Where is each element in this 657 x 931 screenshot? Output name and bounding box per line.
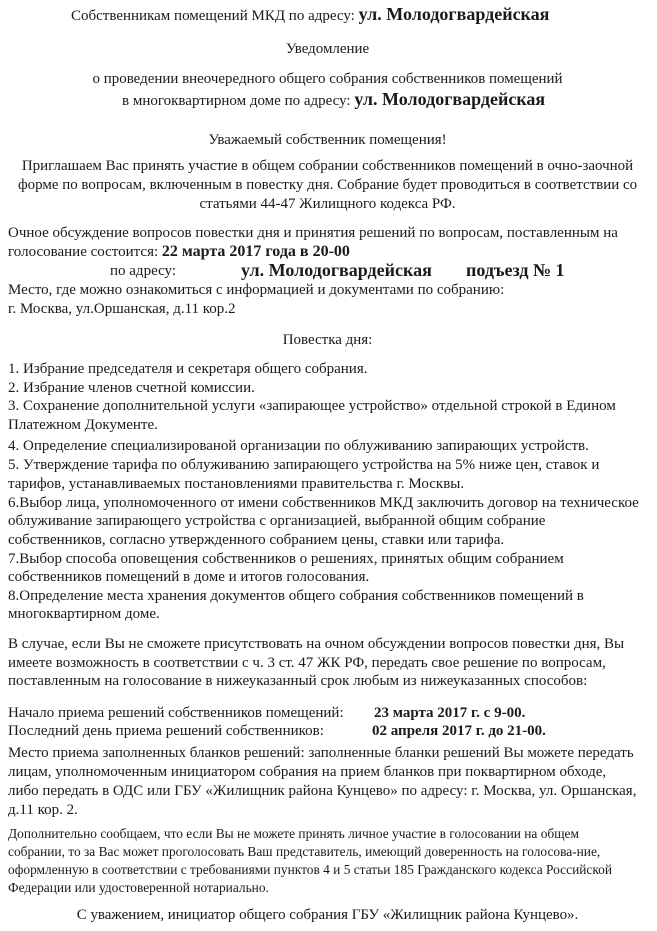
- proxy-line-2: собрании, то за Вас может проголосовать Ваш представитель, имеющий доверенность на голосова-ние,: [8, 844, 601, 859]
- docs-address: г. Москва, ул.Оршанская, д.11 кор.2: [8, 301, 236, 317]
- place-line-2: лицам, уполномоченным инициатором собрания на прием бланков при поквартирном обходе,: [8, 764, 607, 780]
- header-street: ул. Молодогвардейская: [358, 4, 550, 24]
- absence-line-3: поставленным на голосование в нижеуказанный срок любым из нижеуказанных способов:: [8, 673, 588, 689]
- place-line-3: либо передать в ОДС или ГБУ «Жилищник района Кунцево» по адресу: г. Москва, ул. Оршанская,: [8, 783, 637, 799]
- meeting-line-1: Очное обсуждение вопросов повестки дня и принятия решений по вопросам, поставленным на: [8, 225, 618, 241]
- subtitle-street: ул. Молодогвардейская: [354, 89, 546, 109]
- meeting-line-2: [8, 242, 350, 262]
- absence-line-1: В случае, если Вы не сможете присутствовать на очном обсуждении вопросов повестки дня, Вы: [8, 636, 625, 652]
- agenda-line: собственников помещений в доме и итогов голосования.: [8, 569, 370, 585]
- owners-prefix: Собственникам помещений МКД по адресу:: [71, 8, 355, 24]
- meeting-datetime: 22 марта 2017 года в 20-00: [161, 243, 350, 260]
- agenda-line: 2. Избрание членов счетной комиссии.: [8, 380, 255, 396]
- notice-subtitle-2: [122, 90, 545, 111]
- meeting-prefix: голосование состоится:: [8, 244, 159, 260]
- end-label: Последний день приема решений собственников:: [8, 723, 324, 739]
- agenda-line: 4. Определение специализированой организации по облуживанию запирающих устройств.: [8, 438, 589, 454]
- end-value: 02 апреля 2017 г. до 21-00.: [372, 723, 546, 739]
- agenda-line: 5. Утверждение тарифа по облуживанию запирающего устройства на 5% ниже цен, ставок и: [8, 457, 600, 473]
- intro-line-1: Приглашаем Вас принять участие в общем собрании собственников помещений в очно-заочной: [21, 158, 634, 174]
- docs-line: Место, где можно ознакомиться с информацией и документами по собранию:: [8, 282, 505, 298]
- notice-subtitle-1: о проведении внеочередного общего собрания собственников помещений: [92, 71, 563, 87]
- agenda-line: 3. Сохранение дополнительной услуги «запирающее устройство» отдельной строкой в Едином: [8, 398, 616, 414]
- agenda-line: 8.Определение места хранения документов общего собрания собственников помещений в: [8, 588, 584, 604]
- intro-line-2: форме по вопросам, включенным в повестку дня. Собрание будет проводиться в соответствии со: [17, 177, 638, 193]
- address-street: ул. Молодогвардейская: [241, 260, 432, 280]
- intro-line-3: статьями 44-47 Жилищного кодекса РФ.: [199, 196, 456, 212]
- closing: С уважением, инициатор общего собрания ГБУ «Жилищник района Кунцево».: [76, 907, 579, 923]
- address-label: по адресу:: [110, 263, 177, 279]
- agenda-line: многоквартирном доме.: [8, 606, 160, 622]
- proxy-line-3: оформленную в соответствии с требованиями пунктов 4 и 5 статьи 185 Гражданского кодекса Российской: [8, 862, 613, 877]
- place-line-1: Место приема заполненных бланков решений: заполненные бланки решений Вы можете передать: [8, 745, 634, 761]
- agenda-line: тарифов, устанавливаемых постановлениями правительства г. Москвы.: [8, 476, 465, 492]
- agenda-line: облуживание запирающего устройства с организацией, выбранной общим собрание: [8, 513, 546, 529]
- start-value: 23 марта 2017 г. с 9-00.: [374, 705, 526, 721]
- agenda-line: Платежном Документе.: [8, 417, 158, 433]
- notice-title: Уведомление: [285, 41, 370, 57]
- greeting: Уважаемый собственник помещения!: [208, 132, 447, 148]
- agenda-title: Повестка дня:: [282, 332, 373, 348]
- agenda-line: 7.Выбор способа оповещения собственников о решениях, принятых общим собранием: [8, 551, 564, 567]
- entrance: подъезд № 1: [466, 260, 565, 280]
- agenda-line: 6.Выбор лица, уполномоченного от имени собственников МКД заключить договор на техническое: [8, 495, 639, 511]
- header-line: [71, 5, 549, 26]
- agenda-line: 1. Избрание председателя и секретаря общего собрания.: [8, 361, 368, 377]
- start-label: Начало приема решений собственников помещений:: [8, 705, 344, 721]
- agenda-line: собственников, согласно утвержденного собранием цены, ставки или тарифа.: [8, 532, 505, 548]
- subtitle-prefix: в многоквартирном доме по адресу:: [122, 93, 351, 109]
- proxy-line-4: Федерации или удостоверенной нотариально.: [8, 880, 269, 895]
- proxy-line-1: Дополнительно сообщаем, что если Вы не можете принять личное участие в голосовании на общем: [8, 826, 579, 841]
- place-line-4: д.11 кор. 2.: [8, 802, 78, 818]
- absence-line-2: имеете возможность в соответствии с ч. 3 ст. 47 ЖК РФ, передать свое решение по вопросам,: [8, 655, 606, 671]
